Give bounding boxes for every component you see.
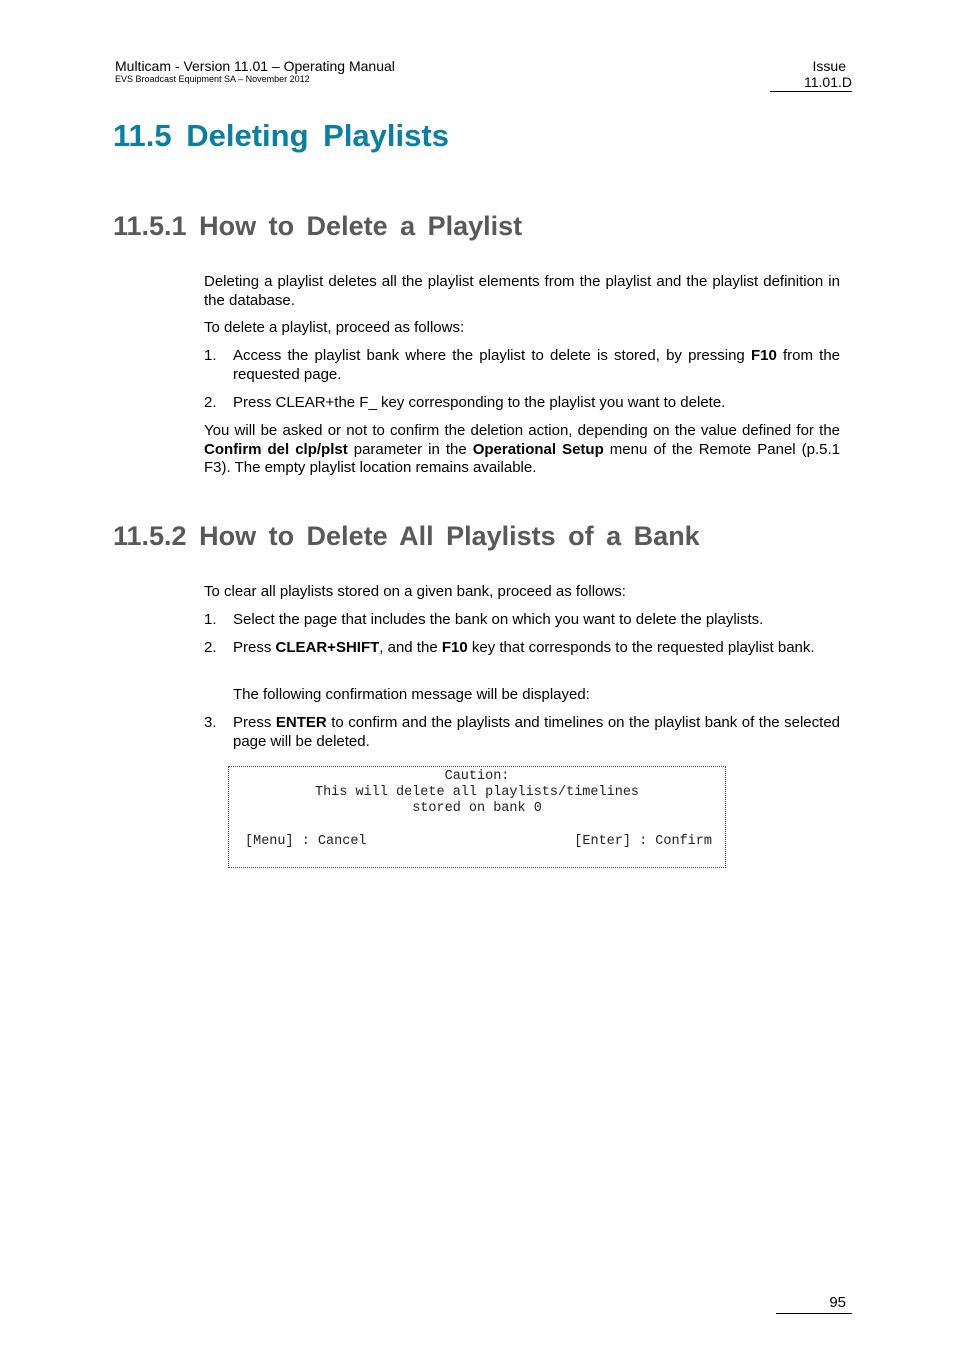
list-text: Select the page that includes the bank on which you want to delete the playlists.: [233, 611, 764, 628]
list-text: Access the playlist bank where the playlist to delete is stored, by pressing F10 from the requested page.: [233, 347, 841, 383]
message-line: stored on bank 0: [412, 801, 542, 816]
list-text: Press CLEAR+the F_ key corresponding to the playlist you want to delete.: [233, 394, 726, 411]
list-note-text: The following confirmation message will be displayed:: [233, 686, 590, 703]
confirmation-message-box: [228, 766, 726, 868]
paragraph-confirmation: You will be asked or not to confirm the deletion action, depending on the value defined for the Confirm del clp/plst parameter in the Operational Setup menu of the Remote Panel (p.5.1 F3). The empty playlist location remains available.: [204, 422, 841, 476]
issue-label: Issue: [812, 58, 846, 74]
list-number: 3.: [204, 714, 217, 731]
footer-rule: [776, 1313, 852, 1314]
list-number: 2.: [204, 394, 217, 411]
paragraph-intro: To clear all playlists stored on a given bank, proceed as follows:: [204, 583, 626, 600]
message-cancel-option: [Menu] : Cancel: [245, 834, 367, 849]
list-text: Press ENTER to confirm and the playlists and timelines on the playlist bank of the selected page will be deleted.: [233, 714, 841, 750]
document-publisher: EVS Broadcast Equipment SA – November 2012: [115, 74, 310, 84]
paragraph-proceed: To delete a playlist, proceed as follows:: [204, 319, 465, 336]
subsection-heading-delete-all: 11.5.2 How to Delete All Playlists of a Bank: [113, 521, 700, 551]
section-heading: 11.5 Deleting Playlists: [113, 118, 449, 153]
header-rule: [770, 91, 852, 92]
list-number: 1.: [204, 347, 217, 364]
message-line: This will delete all playlists/timelines: [314, 785, 640, 800]
paragraph-intro: Deleting a playlist deletes all the playlist elements from the playlist and the playlist definition in the database.: [204, 273, 840, 309]
list-text: Press CLEAR+SHIFT, and the F10 key that corresponds to the requested playlist bank.: [233, 639, 815, 656]
issue-number: 11.01.D: [804, 74, 852, 90]
message-caption: Caution:: [444, 769, 510, 784]
list-number: 1.: [204, 611, 217, 628]
subsection-heading-delete-playlist: 11.5.1 How to Delete a Playlist: [113, 211, 523, 241]
message-confirm-option: [Enter] : Confirm: [574, 834, 712, 849]
list-number: 2.: [204, 639, 217, 656]
document-title: Multicam - Version 11.01 – Operating Manual: [115, 58, 395, 74]
page-number: 95: [829, 1294, 846, 1311]
